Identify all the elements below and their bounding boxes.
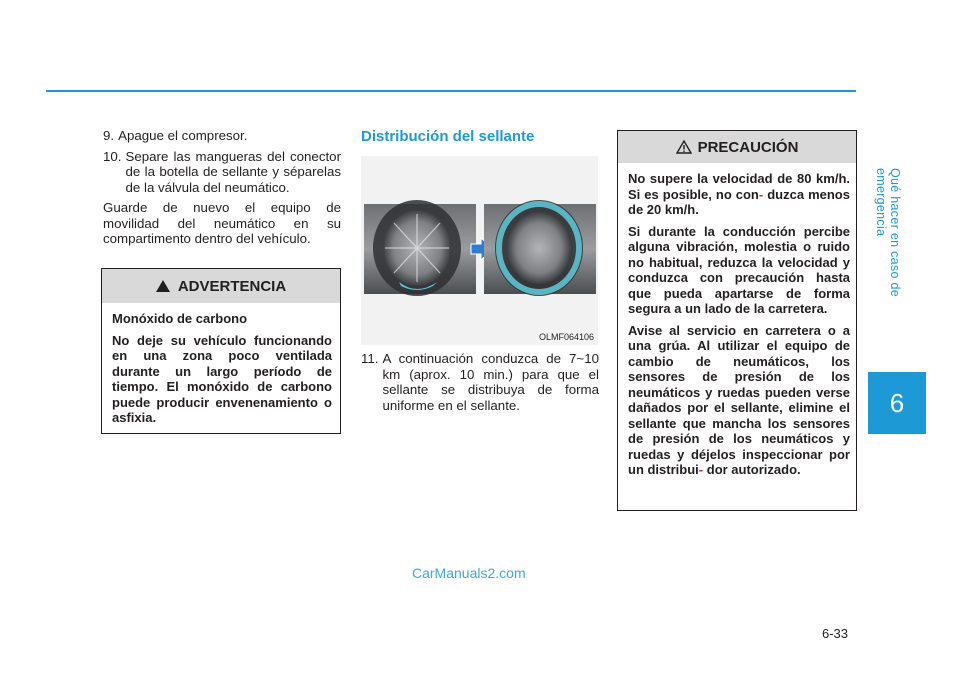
step-text: Apague el compresor. <box>118 128 248 143</box>
warning-text: No deje su vehículo funcionando en una zona poco ventilada durante un largo período de tiempo. El monóxido de carbono puede producir envenenamiento o asfixia. <box>112 332 332 425</box>
step-text: Separe las mangueras del conector de la botella de sellante y séparelas de la válvula del neumático. <box>125 148 341 195</box>
caution-triangle-icon <box>676 140 692 154</box>
caution-title: PRECAUCIÓN <box>697 138 799 156</box>
step-number: 11. <box>361 351 379 366</box>
step-number: 9. <box>103 128 115 143</box>
chapter-side-title: Qué hacer en caso de emergencia <box>874 168 902 297</box>
hyphen-mark: - <box>698 462 704 477</box>
header-rule <box>46 90 856 92</box>
warning-title: ADVERTENCIA <box>177 277 287 295</box>
caution-text-part: dor autorizado. <box>706 462 801 477</box>
caution-text-part: No supere la velocidad de 80 km/h. Si es posible, no con <box>628 171 850 202</box>
step-number: 10. <box>103 148 122 164</box>
caution-body <box>628 171 850 484</box>
step-9 <box>103 128 341 144</box>
caution-text-part: Avise al servicio en carretera o a una grúa. Al utilizar el equipo de cambio de neumáticos, los sensores de presión de los neumáticos y ruedas pueden verse dañados por el sellante, elimine el sellante que mancha los sensores de presión de los neumáticos y ruedas y déjelos inspeccionar por un distribui <box>628 322 850 477</box>
section-title: Distribución del sellante <box>361 128 535 145</box>
page-number: 6-33 <box>822 626 849 641</box>
tire-illustration <box>361 156 598 345</box>
left-column <box>103 128 341 247</box>
warning-header <box>102 269 340 303</box>
warning-triangle-icon <box>156 280 170 292</box>
caution-box <box>617 130 857 511</box>
caution-service-text <box>628 323 850 478</box>
step-11 <box>361 351 599 418</box>
watermark-link[interactable]: CarManuals2.com <box>412 565 526 581</box>
step-11-row <box>361 351 599 413</box>
warning-body <box>112 311 332 432</box>
chapter-tab[interactable]: 6 <box>868 372 926 434</box>
step-text: A continuación conduzca de 7~10 km (aprox. 10 min.) para que el sellante se distribuya de forma uniforme en el sellante. <box>382 351 599 413</box>
caution-speed-text <box>628 171 850 218</box>
caution-header <box>618 131 856 163</box>
caution-vibration-text: Si durante la conducción percibe alguna vibración, molestia o ruido no habitual, reduzca la velocidad y conduzca con precaución hasta que pueda apartarse de forma segura a un lado de la carretera. <box>628 223 850 316</box>
sealant-distribution-figure <box>361 156 598 345</box>
storage-paragraph: Guarde de nuevo el equipo de movilidad del neumático en su compartimento dentro del vehículo. <box>103 200 341 246</box>
hyphen-mark: - <box>758 186 764 202</box>
figure-code: OLMF064106 <box>538 332 594 342</box>
step-10 <box>103 149 341 196</box>
caution-text-part: duzca menos de 20 km/h. <box>628 186 850 217</box>
warning-subtitle: Monóxido de carbono <box>112 311 248 326</box>
warning-box <box>101 268 341 434</box>
